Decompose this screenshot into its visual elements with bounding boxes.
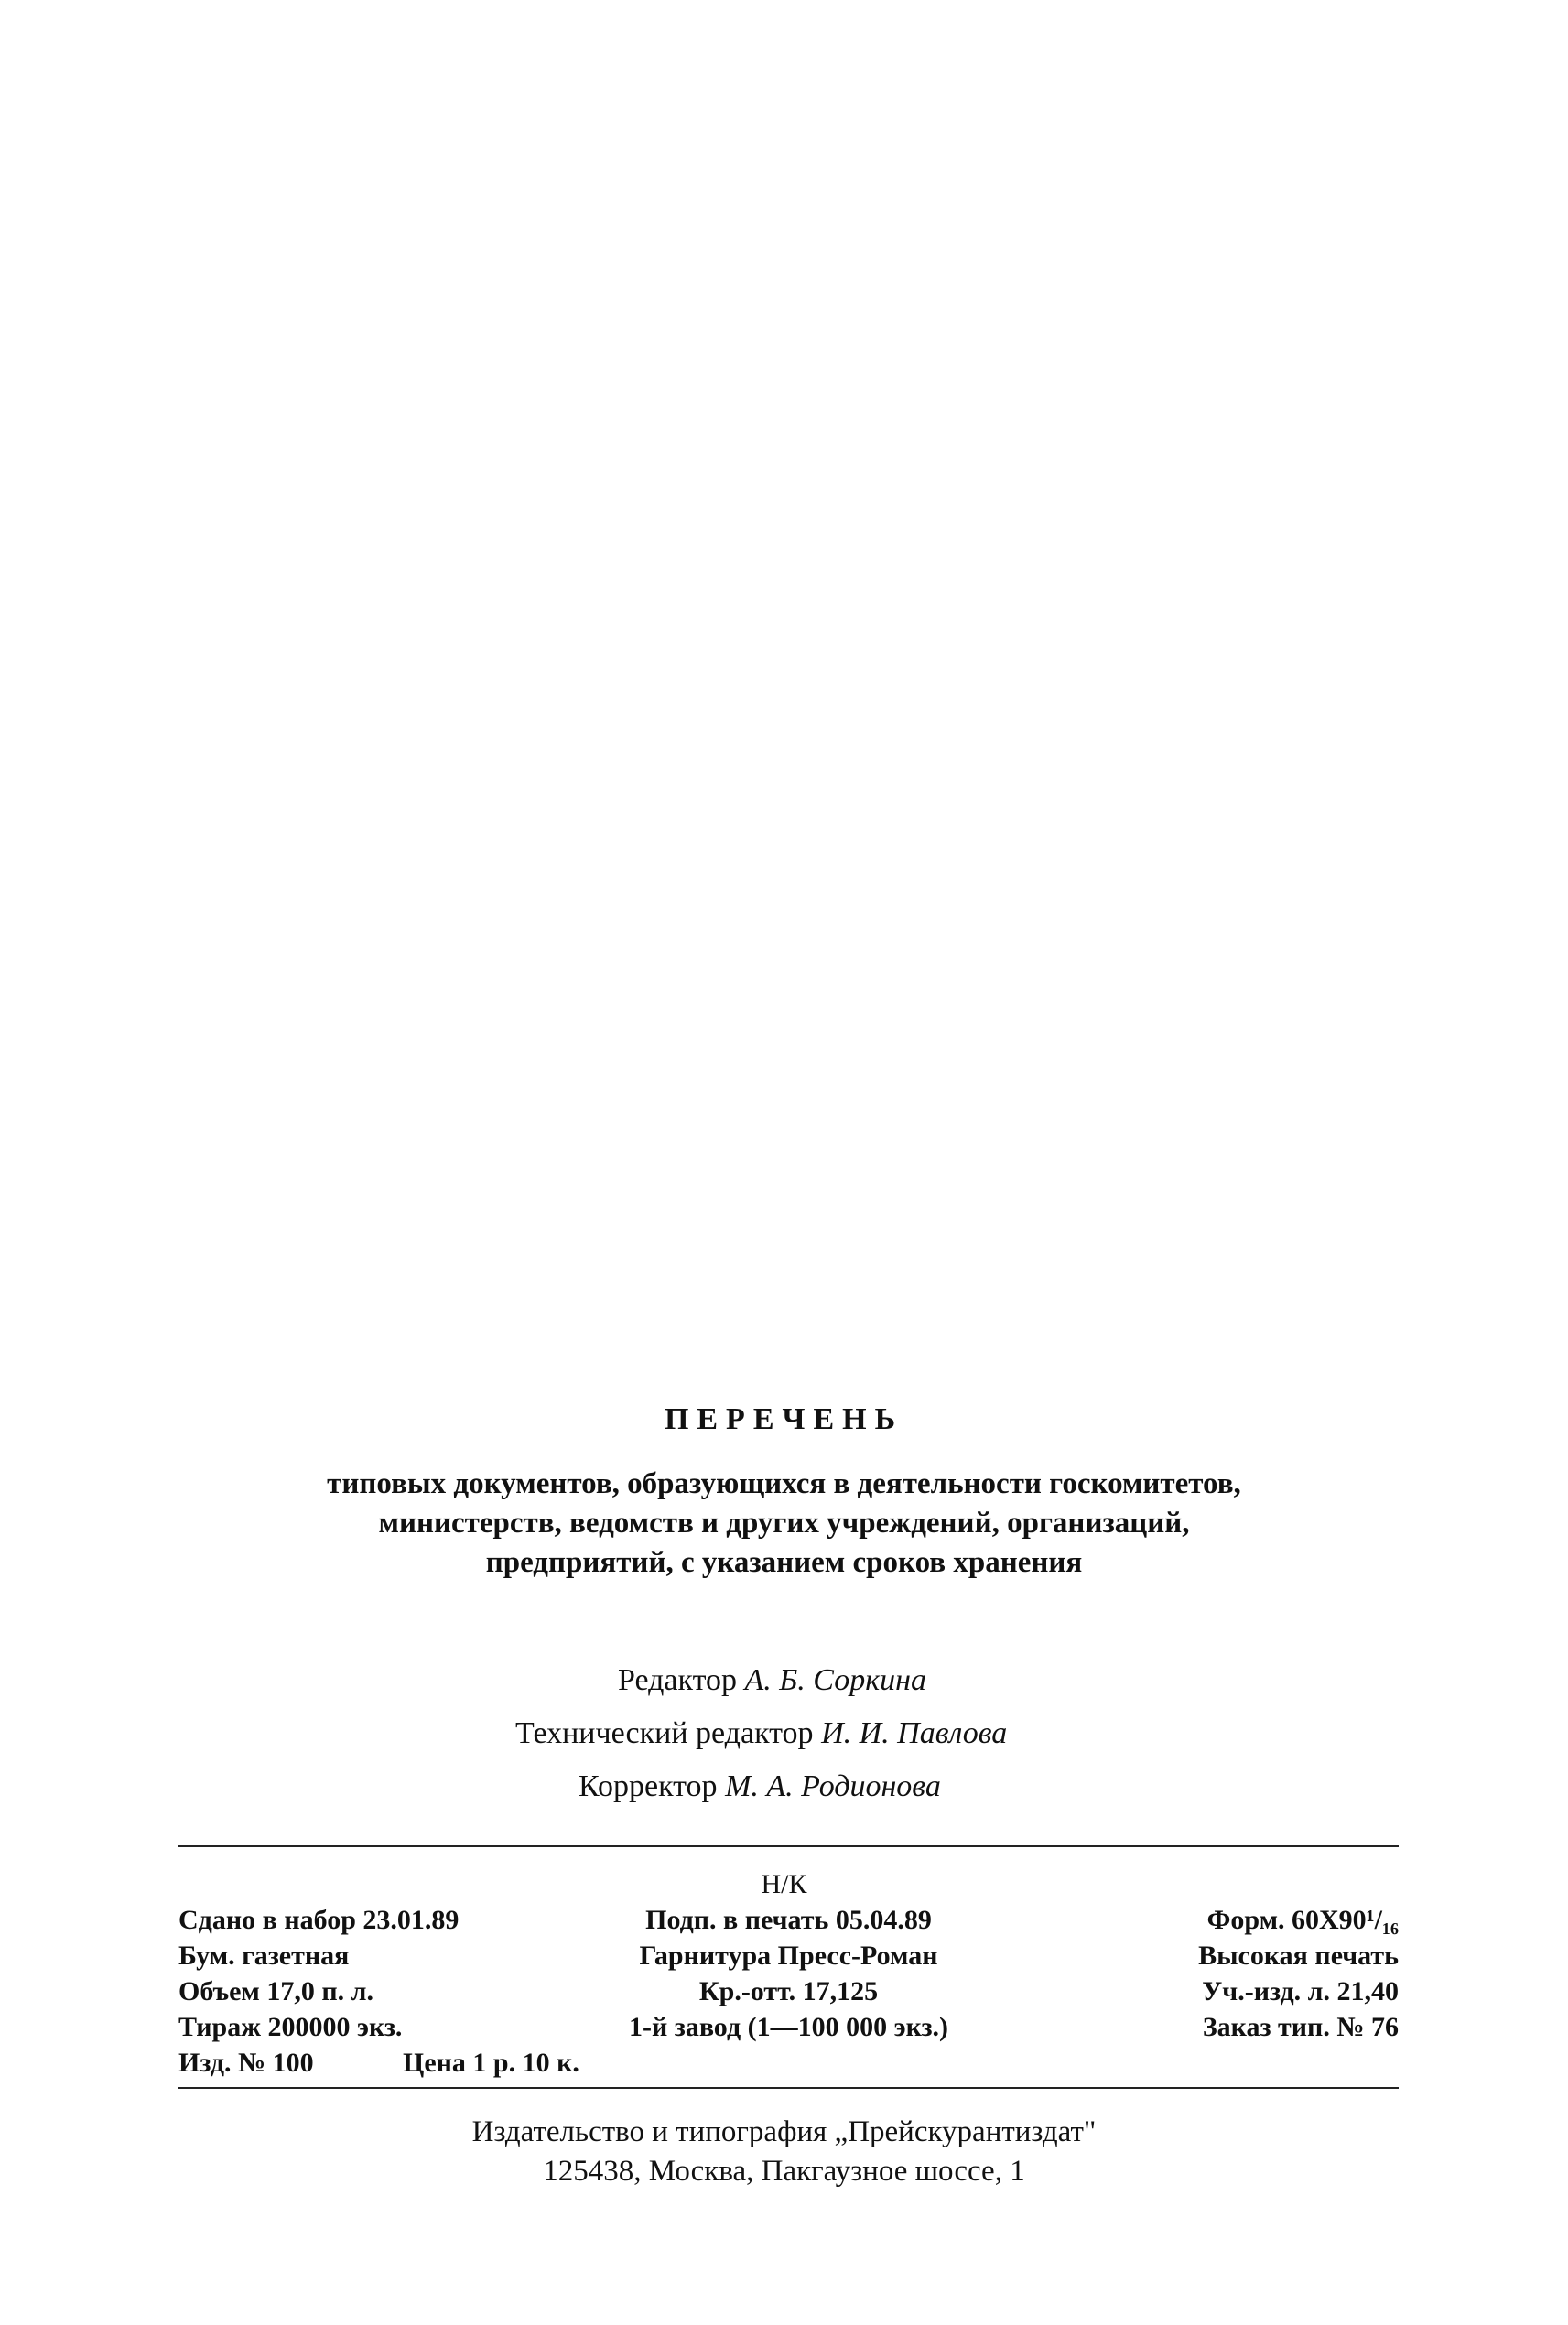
tech-editor-credit [515,1716,1007,1751]
document-title: ПЕРЕЧЕНЬ [664,1402,904,1436]
imprint-row [178,1974,1399,2009]
editor-name: А. Б. Соркина [744,1663,926,1697]
subtitle-line-1: типовых документов, образующихся в деятельности госкомитетов, [327,1467,1241,1500]
imprint-block [178,1902,1399,2081]
edition-number: Изд. № 100 [178,2048,314,2078]
tech-editor-name: И. И. Павлова [821,1716,1008,1750]
imprint-right: Форм. 60Х90¹/₁₆ [1206,1905,1399,1935]
subtitle-line-3: предприятий, с указанием сроков хранения [485,1546,1083,1579]
imprint-center: Кр.-отт. 17,125 [698,1976,879,2006]
proofreader-credit [579,1769,941,1804]
publisher-block [0,2113,1568,2191]
proofreader-name: М. А. Родионова [725,1769,941,1803]
imprint-center: 1-й завод (1—100 000 экз.) [628,2012,949,2042]
document-subtitle [0,1465,1568,1583]
top-divider [178,1845,1399,1847]
imprint-center: Подп. в печать 05.04.89 [645,1905,932,1935]
imprint-row [178,1938,1399,1974]
subtitle-line-2: министерств, ведомств и других учреждений, организаций, [378,1507,1190,1540]
bottom-divider [178,2087,1399,2089]
editor-role: Редактор [618,1663,737,1697]
proofreader-role: Корректор [579,1769,718,1803]
publisher-address: 125438, Москва, Пакгаузное шоссе, 1 [543,2155,1025,2188]
imprint-left: Сдано в набор 23.01.89 [178,1905,460,1935]
imprint-right: Уч.-изд. л. 21,40 [1202,1976,1399,2006]
imprint-row [178,1902,1399,1938]
price: Цена 1 р. 10 к. [403,2048,579,2078]
imprint-left: Тираж 200000 экз. [178,2012,403,2042]
imprint-left: Бум. газетная [178,1941,350,1971]
imprint-row [178,2009,1399,2045]
publisher-name: Издательство и типография „Прейскурантиздат" [471,2115,1097,2148]
editor-credit [618,1663,926,1698]
tech-editor-role: Технический редактор [515,1716,814,1750]
imprint-center: Гарнитура Пресс-Роман [639,1941,938,1971]
imprint-left: Объем 17,0 п. л. [178,1976,373,2006]
imprint-right: Заказ тип. № 76 [1202,2012,1399,2042]
imprint-mark: Н/К [761,1869,807,1899]
imprint-row [178,2045,1399,2081]
imprint-right: Высокая печать [1198,1941,1399,1971]
